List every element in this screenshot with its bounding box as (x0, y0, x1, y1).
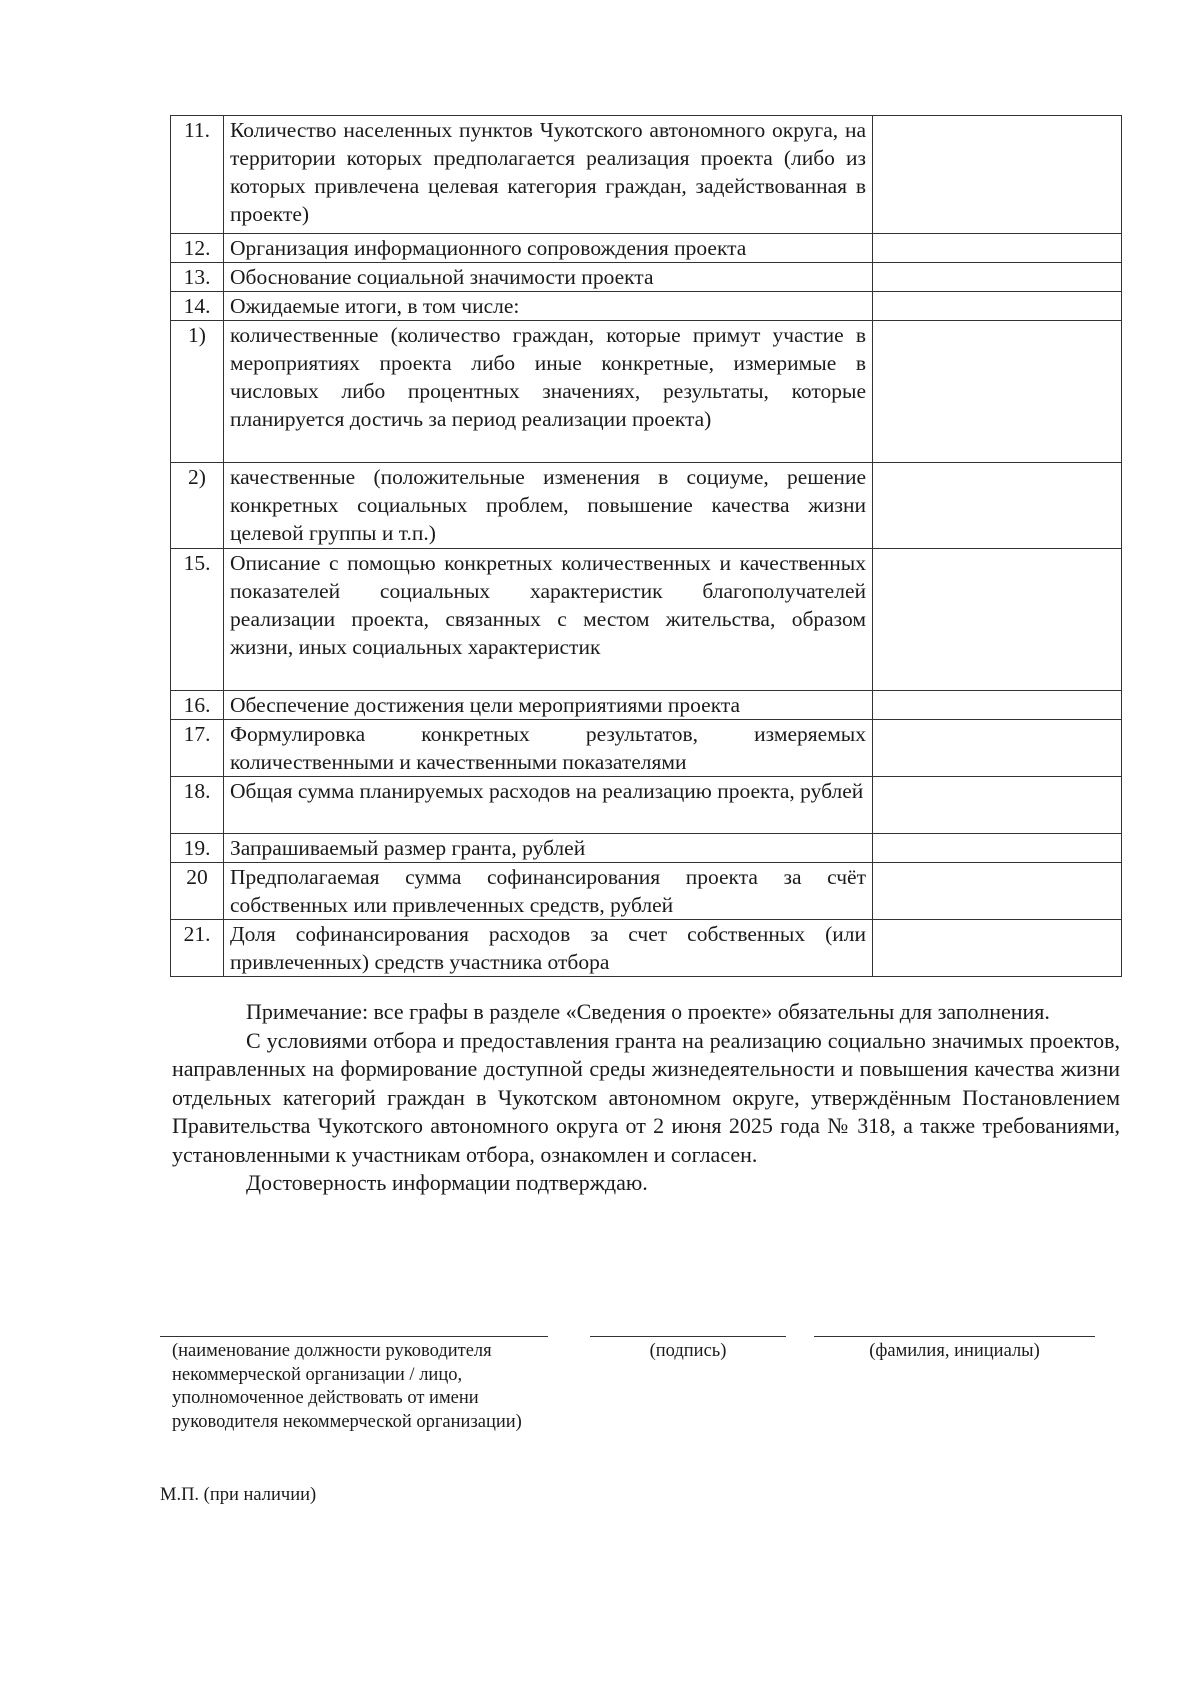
table-row (171, 263, 1122, 292)
seal-note: М.П. (при наличии) (160, 1485, 317, 1505)
row-value-cell[interactable] (873, 863, 1122, 920)
row-description: Формулировка конкретных результатов, измеряемых количественными и качественными показателями (224, 720, 873, 777)
table-row (171, 116, 1122, 234)
table-row (171, 292, 1122, 321)
row-number: 12. (171, 234, 224, 263)
signature-line (590, 1336, 786, 1337)
row-description: качественные (положительные изменения в социуме, решение конкретных социальных проблем, повышение качества жизни целевой группы и т.п.) (224, 463, 873, 549)
table-row (171, 863, 1122, 920)
row-number: 21. (171, 920, 224, 977)
row-number: 13. (171, 263, 224, 292)
row-number: 19. (171, 834, 224, 863)
confirmation-paragraph: Достоверность информации подтверждаю. (246, 1170, 648, 1195)
table-row (171, 234, 1122, 263)
row-value-cell[interactable] (873, 292, 1122, 321)
row-value-cell[interactable] (873, 263, 1122, 292)
note-paragraph: Примечание: все графы в разделе «Сведения о проекте» обязательны для заполнения. (246, 999, 1050, 1024)
project-info-table (170, 115, 1122, 977)
table-row (171, 920, 1122, 977)
position-caption: (наименование должности руководителя некоммерческой организации / лицо, уполномоченное действовать от имени руководителя некоммерческой организации) (172, 1341, 522, 1432)
row-value-cell[interactable] (873, 321, 1122, 463)
row-description: Запрашиваемый размер гранта, рублей (224, 834, 873, 863)
row-description: Обоснование социальной значимости проекта (224, 263, 873, 292)
row-value-cell[interactable] (873, 777, 1122, 834)
row-value-cell[interactable] (873, 720, 1122, 777)
row-number: 14. (171, 292, 224, 321)
row-number: 20 (171, 863, 224, 920)
row-description: Доля софинансирования расходов за счет собственных (или привлеченных) средств участника отбора (224, 920, 873, 977)
row-number: 11. (171, 116, 224, 234)
table-row (171, 463, 1122, 549)
name-caption: (фамилия, инициалы) (869, 1341, 1040, 1361)
row-description: Описание с помощью конкретных количественных и качественных показателей социальных характеристик благополучателей реализации проекта, связанных с местом жительства, образом жизни, иных социальных характеристик (224, 549, 873, 691)
table-row (171, 549, 1122, 691)
signature-caption: (подпись) (649, 1341, 727, 1361)
row-value-cell[interactable] (873, 116, 1122, 234)
row-description: Обеспечение достижения цели мероприятиями проекта (224, 691, 873, 720)
row-value-cell[interactable] (873, 549, 1122, 691)
row-number: 15. (171, 549, 224, 691)
row-description: Количество населенных пунктов Чукотского автономного округа, на территории которых предполагается реализация проекта (либо из которых привлечена целевая категория граждан, задействованная в проекте) (224, 116, 873, 234)
row-value-cell[interactable] (873, 834, 1122, 863)
notes-section (172, 998, 1120, 1198)
table-row (171, 691, 1122, 720)
row-number: 18. (171, 777, 224, 834)
name-signature-line (814, 1336, 1095, 1337)
row-value-cell[interactable] (873, 234, 1122, 263)
row-description: Общая сумма планируемых расходов на реализацию проекта, рублей (224, 777, 873, 834)
row-description: Ожидаемые итоги, в том числе: (224, 292, 873, 321)
row-number: 1) (171, 321, 224, 463)
row-description: Организация информационного сопровождения проекта (224, 234, 873, 263)
row-number: 17. (171, 720, 224, 777)
table-row (171, 720, 1122, 777)
row-description: количественные (количество граждан, которые примут участие в мероприятиях проекта либо иные конкретные, измеримые в числовых либо процентных значениях, результаты, которые планируется достичь за период реализации проекта) (224, 321, 873, 463)
row-value-cell[interactable] (873, 691, 1122, 720)
conditions-paragraph: С условиями отбора и предоставления гранта на реализацию социально значимых проектов, направленных на формирование доступной среды жизнедеятельности и повышения качества жизни отдельных категорий граждан в Чукотском автономном округе, утверждённым Постановлением Правительства Чукотского автономного округа от 2 июня 2025 года № 318, а также требованиями, установленными к участникам отбора, ознакомлен и согласен. (172, 1027, 1120, 1167)
position-signature-line (160, 1336, 548, 1337)
table-row (171, 777, 1122, 834)
table-row (171, 834, 1122, 863)
table-row (171, 321, 1122, 463)
row-number: 2) (171, 463, 224, 549)
row-value-cell[interactable] (873, 920, 1122, 977)
row-value-cell[interactable] (873, 463, 1122, 549)
row-number: 16. (171, 691, 224, 720)
row-description: Предполагаемая сумма софинансирования проекта за счёт собственных или привлеченных средств, рублей (224, 863, 873, 920)
